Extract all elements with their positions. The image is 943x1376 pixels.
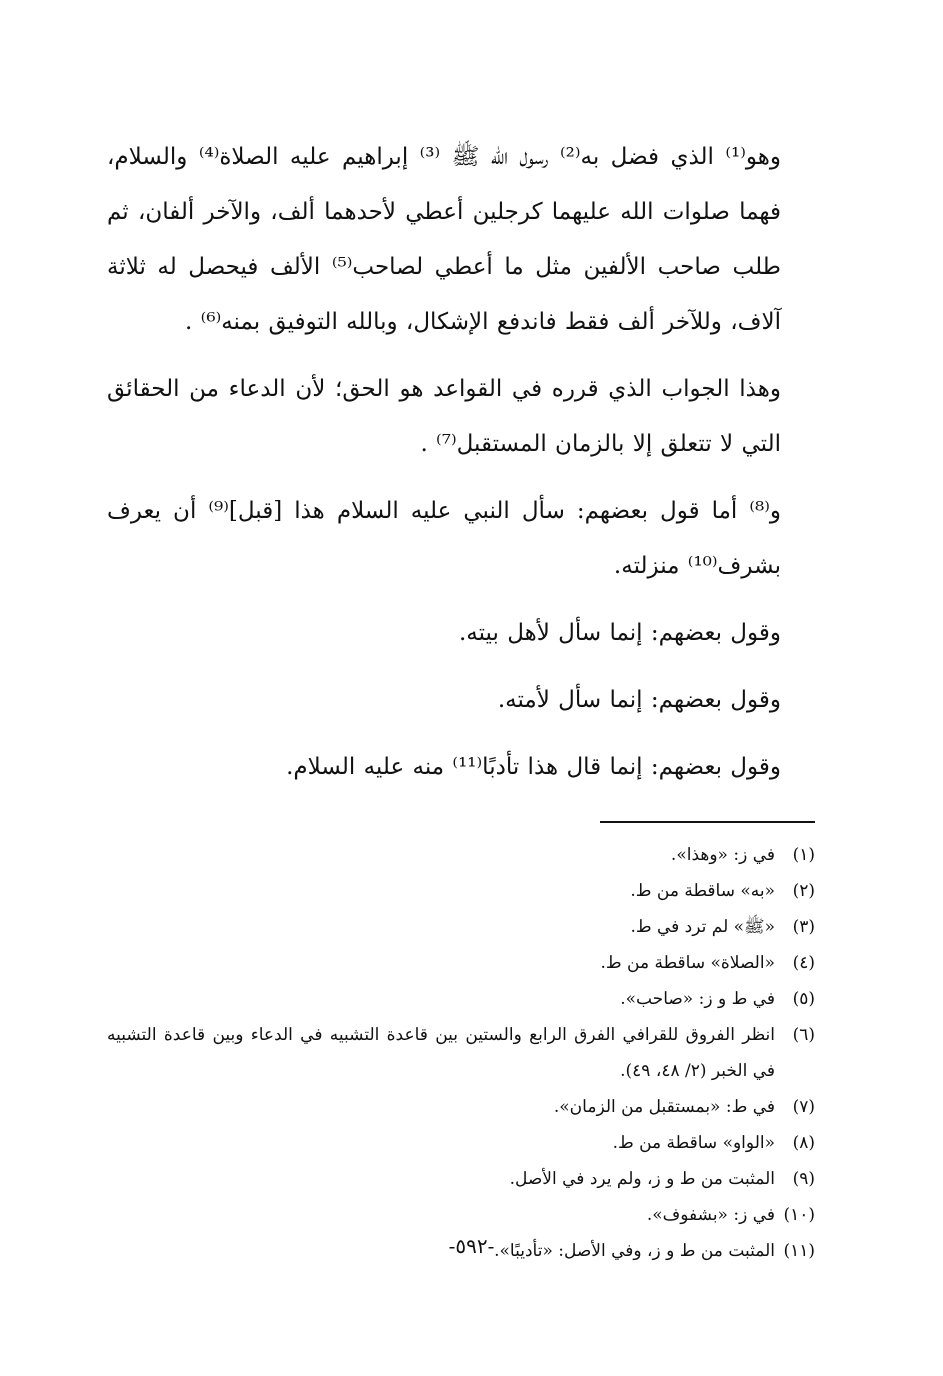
footnote-text: في ز: «وهذا». <box>670 845 775 865</box>
footnote-text: في ط: «بمستقبل من الزمان». <box>553 1097 775 1117</box>
footnote-text: «الواو» ساقطة من ط. <box>612 1133 775 1153</box>
footnote-number: (٣) <box>792 917 815 937</box>
footnote-number: (٢) <box>792 881 815 901</box>
footnote-number: (١) <box>792 845 815 865</box>
footnote-text: المثبت من ط و ز، ولم يرد في الأصل. <box>509 1169 775 1189</box>
footnote-number: (٥) <box>792 989 815 1009</box>
page-content <box>107 130 815 1269</box>
footnote-text: في ط و ز: «صاحب». <box>620 989 775 1009</box>
footnote-item <box>107 873 815 909</box>
footnote-number: (١٠) <box>783 1205 815 1225</box>
footnote-item <box>107 837 815 873</box>
paragraph-6: وقول بعضهم: إنما قال هذا تأدبًا⁽¹¹⁾ منه عليه السلام. <box>286 754 781 780</box>
footnote-item <box>107 1197 815 1233</box>
paragraph-3: و⁽⁸⁾ أما قول بعضهم: سأل النبي عليه السلام هذا [قبل]⁽⁹⁾ أن يعرف بشرف⁽¹⁰⁾ منزلته. <box>107 498 781 579</box>
footnote-item <box>107 981 815 1017</box>
footnote-number: (٤) <box>792 953 815 973</box>
paragraph-1: وهو⁽¹⁾ الذي فضل به⁽²⁾ رسول الله ﷺ ⁽³⁾ إبراهيم عليه الصلاة⁽⁴⁾ والسلام، فهما صلوات الله عليهما كرجلين أعطي لأحدهما ألف، والآخر ألفان، ثم طلب صاحب الألفين مثل ما أعطي لصاحب⁽⁵⁾ الألف فيحصل له ثلاثة آلاف، وللآخر ألف فقط فاندفع الإشكال، وبالله التوفيق بمنه⁽⁶⁾ . <box>107 144 782 335</box>
footnote-text: في ز: «بشفوف». <box>646 1205 775 1225</box>
main-text <box>107 130 815 795</box>
footnote-text: «به» ساقطة من ط. <box>630 881 775 901</box>
footnote-item <box>107 1161 815 1197</box>
footnote-item <box>107 909 815 945</box>
paragraph-5: وقول بعضهم: إنما سأل لأمته. <box>497 687 781 713</box>
paragraph-4: وقول بعضهم: إنما سأل لأهل بيته. <box>458 620 781 646</box>
page-number: -٥٩٢- <box>448 1234 495 1258</box>
footnote-item <box>107 945 815 981</box>
footnote-text: المثبت من ط و ز، وفي الأصل: «تأديبًا». <box>494 1241 775 1261</box>
footnotes <box>107 837 815 1269</box>
footnote-divider <box>600 821 815 823</box>
footnote-item <box>107 1089 815 1125</box>
footnote-number: (٧) <box>792 1097 815 1117</box>
footnote-number: (١١) <box>783 1241 815 1261</box>
footnote-number: (٦) <box>792 1025 815 1045</box>
footnote-item <box>107 1017 815 1089</box>
footnote-item <box>107 1125 815 1161</box>
paragraph-2: وهذا الجواب الذي قرره في القواعد هو الحق؛ لأن الدعاء من الحقائق التي لا تتعلق إلا بالزمان المستقبل⁽⁷⁾ . <box>107 376 781 457</box>
footnote-number: (٨) <box>792 1133 815 1153</box>
footnote-text: «ﷺ» لم ترد في ط. <box>630 917 775 937</box>
footnote-text: «الصلاة» ساقطة من ط. <box>600 953 775 973</box>
footnote-number: (٩) <box>792 1169 815 1189</box>
footnote-text: انظر الفروق للقرافي الفرق الرابع والستين بين قاعدة التشبيه في الدعاء وبين قاعدة التشبيه في الخبر (٢/ ٤٨، ٤٩). <box>107 1025 775 1081</box>
